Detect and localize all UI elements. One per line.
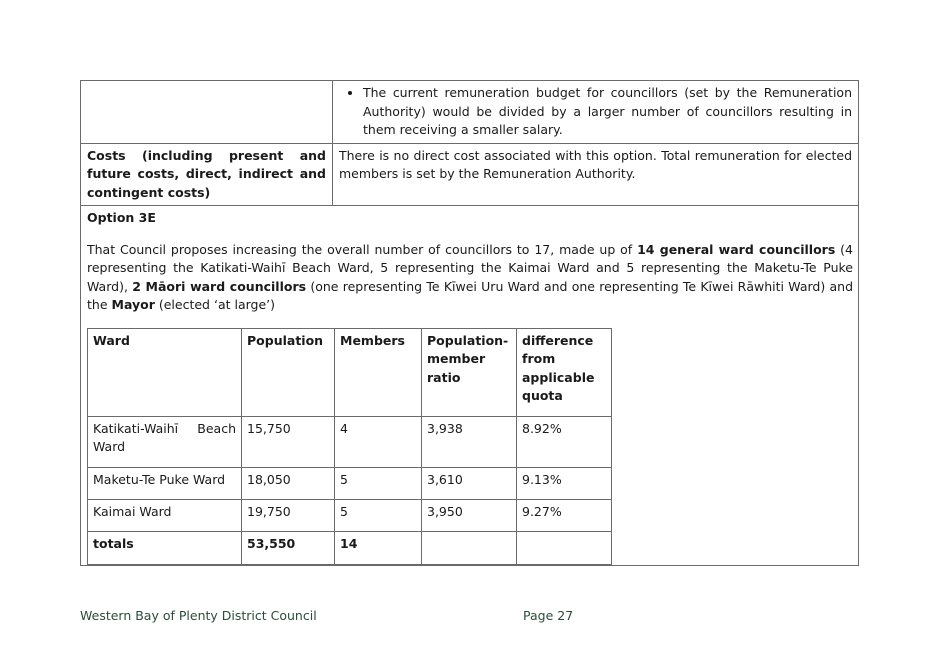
option-cell bbox=[81, 206, 858, 565]
option-title: Option 3E bbox=[87, 210, 156, 225]
members-cell: 5 bbox=[335, 499, 422, 531]
option-row bbox=[81, 206, 858, 565]
header-difference: difference from applicable quota bbox=[517, 328, 612, 416]
option-description bbox=[87, 241, 853, 315]
costs-row bbox=[81, 144, 858, 207]
empty-label-cell bbox=[81, 81, 333, 143]
population-cell: 19,750 bbox=[242, 499, 335, 531]
header-population: Population bbox=[242, 328, 335, 416]
header-ratio: Population-member ratio bbox=[422, 328, 517, 416]
difference-cell: 9.27% bbox=[517, 499, 612, 531]
remuneration-cell bbox=[333, 81, 858, 143]
ward-name: Katikati-Waihī Beach Ward bbox=[93, 420, 236, 454]
ward-name-cell bbox=[88, 416, 242, 467]
costs-text: There is no direct cost associated with this option. Total remuneration for elected members is set by the Remuneration Authority. bbox=[339, 147, 852, 181]
option-text-2: (4 representing the Katikati-Waihī Beach Ward, 5 representing the Kaimai Ward and 5 representing the Maketu-Te Puke Ward), bbox=[87, 241, 854, 294]
ward-table-header-row bbox=[88, 328, 612, 416]
bullet-list bbox=[339, 84, 852, 140]
totals-ratio bbox=[422, 531, 517, 564]
ward-table bbox=[87, 328, 612, 565]
ratio-cell: 3,950 bbox=[422, 499, 517, 531]
population-cell: 15,750 bbox=[242, 416, 335, 467]
remuneration-row bbox=[81, 81, 858, 144]
ward-name-cell: Maketu-Te Puke Ward bbox=[88, 467, 242, 499]
costs-label: Costs (including present and future costs, direct, indirect and contingent costs) bbox=[81, 144, 333, 206]
header-members: Members bbox=[335, 328, 422, 416]
remuneration-bullet: • The current remuneration budget for councillors (set by the Remuneration Authority) would be divided by a larger number of councillors resulting in them receiving a smaller salary. bbox=[363, 84, 852, 140]
ratio-cell: 3,938 bbox=[422, 416, 517, 467]
totals-label: totals bbox=[88, 531, 242, 564]
ward-name-cell: Kaimai Ward bbox=[88, 499, 242, 531]
totals-population: 53,550 bbox=[242, 531, 335, 564]
header-ward: Ward bbox=[88, 328, 242, 416]
footer-page-number: Page 27 bbox=[523, 608, 574, 623]
members-cell: 5 bbox=[335, 467, 422, 499]
difference-cell: 8.92% bbox=[517, 416, 612, 467]
option-text-3: (one representing Te Kīwei Uru Ward and one representing Te Kīwei Rāwhiti Ward) and the bbox=[87, 278, 853, 312]
table-row bbox=[88, 416, 612, 467]
option-bold-mayor: Mayor bbox=[111, 297, 155, 312]
totals-members: 14 bbox=[335, 531, 422, 564]
totals-difference bbox=[517, 531, 612, 564]
footer-organization: Western Bay of Plenty District Council bbox=[80, 608, 317, 623]
option-text-1: That Council proposes increasing the overall number of councillors to 17, made up of bbox=[87, 241, 638, 257]
totals-row bbox=[88, 531, 612, 564]
ratio-cell: 3,610 bbox=[422, 467, 517, 499]
option-text-4: (elected ‘at large’) bbox=[154, 297, 276, 312]
criteria-table bbox=[80, 80, 859, 566]
option-bold-maori-ward: 2 Māori ward councillors bbox=[132, 278, 307, 294]
option-bold-general-ward: 14 general ward councillors bbox=[637, 241, 836, 257]
table-row bbox=[88, 467, 612, 499]
members-cell: 4 bbox=[335, 416, 422, 467]
population-cell: 18,050 bbox=[242, 467, 335, 499]
difference-cell: 9.13% bbox=[517, 467, 612, 499]
table-row bbox=[88, 499, 612, 531]
